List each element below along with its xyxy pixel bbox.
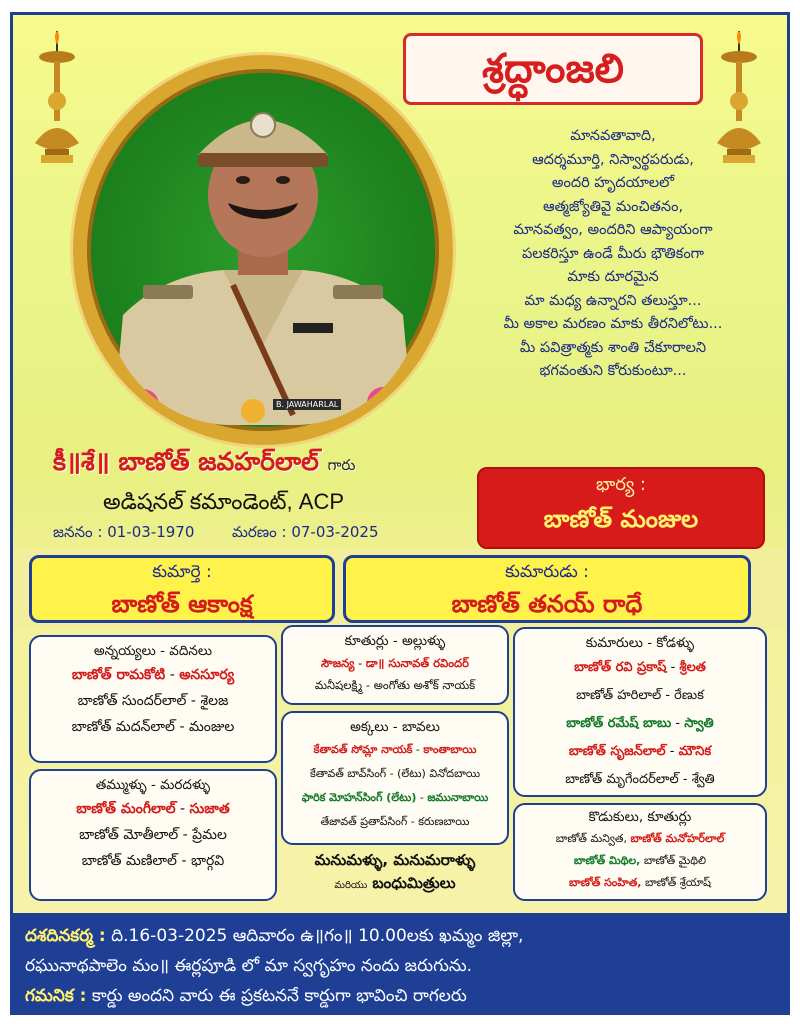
list-item: మనీషలక్ష్మి - అంగోతు అశోక్ నాయక్ (314, 678, 476, 692)
verse-line: మీ పవిత్రాత్మకు శాంతి చేకూరాలని (519, 339, 707, 356)
grandchildren-line: మనుమళ్ళు, మనుమరాళ్ళు (314, 851, 476, 869)
ceremony-footer (13, 913, 787, 1012)
list-item: బాణోత్ హరిలాల్ - రేణుక (576, 688, 704, 703)
list-item: కేతావత్ సోమ్లా నాయక్ - కాంతాబాయి (313, 743, 477, 756)
birth-date: జననం : 01-03-1970 (53, 523, 195, 541)
death-date: మరణం : 07-03-2025 (231, 523, 379, 541)
list-item: సౌజన్య - డా॥ సునావత్ రవిందర్ (321, 656, 469, 670)
panel-header: కొడుకులు, కూతుర్లు (588, 809, 692, 825)
list-item: బాణోత్ మంగీలాల్ - సుజాత (76, 801, 230, 817)
list-item: బాణోత్ మదన్‌లాల్ - మంజుల (71, 719, 235, 735)
daughter-label: కుమార్తె : (152, 562, 212, 582)
panel-header: కూతుర్లు - అల్లుళ్ళు (344, 633, 446, 649)
list-item: బాణోత్ మణిలాల్ - భార్గవి (81, 853, 225, 869)
poster (10, 12, 790, 1015)
deceased-name (53, 447, 473, 483)
panel-header: కుమారులు - కోడళ్ళు (585, 635, 695, 651)
list-item: బాణోత్ రమేష్ బాబు - స్వాతి (566, 716, 714, 731)
verse-line: మీ అకాల మరణం మాకు తీరనిలోటు... (503, 316, 723, 332)
oil-lamp-left-icon (31, 31, 83, 181)
list-item: బాణోత్ రామకోటి - అనసూర్య (71, 667, 235, 683)
name-prefix: కీ॥శే॥ (53, 447, 110, 476)
daughter-box (29, 555, 335, 623)
grandkids-panel (513, 803, 767, 901)
name-badge: B. JAWAHARLAL (273, 399, 341, 410)
list-item: తేజావత్ ప్రతాప్‌సింగ్ - కరుణబాయి (320, 815, 470, 828)
panel-header: అక్కలు - బావలు (350, 719, 440, 735)
verse-line: ఆదర్శమూర్తి, నిస్వార్థపరుడు, (532, 151, 694, 168)
panel-header: అన్నయ్యలు - వదినలు (93, 643, 213, 659)
list-item: బాణోత్ మృగేందర్‌లాల్ - శ్వేతి (565, 772, 715, 787)
list-item: బాణోత్ రవి ప్రకాష్ - శ్రీలత (574, 660, 706, 675)
verse-line: మానవతావాది, (570, 128, 656, 144)
name-text: బాణోత్ జవహర్‌లాల్ (118, 447, 319, 476)
verse-line: మాకు దూరమైన (567, 269, 659, 285)
wife-label: భార్య : (596, 474, 646, 495)
wife-box (477, 467, 765, 549)
daughter-name: బాణోత్ ఆకాంక్ష (111, 590, 253, 618)
sisters-panel (281, 711, 509, 845)
son-box (343, 555, 751, 623)
tribute-verse (458, 125, 768, 384)
page-title: శ్రద్ధాంజలి (403, 33, 703, 105)
verse-line: మా మధ్య ఉన్నారని తలుస్తూ... (524, 292, 702, 309)
verse-line: ఆత్మజ్యోతివై మంచితనం, (542, 198, 684, 215)
list-item: బాణోత్ మోతీలాల్ - ప్రేమల (79, 827, 227, 843)
verse-line: భగవంతుని కోరుకుంటూ... (539, 363, 687, 379)
verse-line: పలకరిస్తూ ఉండే మీరు భౌతికంగా (521, 245, 705, 262)
son-label: కుమారుడు : (505, 562, 589, 582)
wife-name: బాణోత్ మంజుల (543, 505, 699, 533)
venue-line: రఘునాథపాలెం మం॥ ఈర్లపూడి లో మా స్వగృహం నందు జరుగును. (25, 956, 473, 976)
sons-inlaws-panel (513, 627, 767, 797)
panel-header: తమ్ముళ్ళు - మరదళ్ళు (95, 777, 211, 793)
verse-line: మానవత్వం, అందరిని ఆప్యాయంగా (513, 222, 713, 238)
list-item: బాణోత్ మన్విత, బాణోత్ మనోహర్‌లాల్ (555, 832, 725, 845)
note-line: గమనిక : కార్డు అందని వారు ఈ ప్రకటననే కార్డుగా భావించి రాగలరు (25, 986, 467, 1006)
grandchildren-note (281, 851, 509, 896)
list-item: బాణోత్ సృజన్‌లాల్ - మౌనిక (568, 744, 712, 759)
life-dates (53, 523, 379, 545)
list-item: బాణోత్ మిథిల, బాణోత్ మైథిలి (573, 854, 707, 867)
list-item: బాణోత్ సంహిత, బాణోత్ శ్రేయాష్ (568, 876, 711, 889)
son-name: బాణోత్ తనయ్ రాధే (451, 590, 643, 618)
portrait-photo (103, 85, 423, 425)
list-item: బాణోత్ సుందర్‌లాల్ - శైలజ (77, 693, 229, 709)
daughters-inlaws-panel (281, 625, 509, 705)
brothers-panel (29, 635, 277, 763)
designation: అడిషనల్ కమాండెంట్, ACP (103, 489, 345, 514)
ceremony-line: దశదినకర్మ : ది.16-03-2025 ఆదివారం ఉ॥గం॥ 10.00లకు ఖమ్మం జిల్లా, (25, 926, 524, 946)
verse-line: అందరి హృదయాలలో (551, 175, 675, 191)
younger-brothers-panel (29, 769, 277, 901)
list-item: కేతావత్ బావ్‌సింగ్ - (లేటు) వినోదబాయి (309, 767, 481, 780)
name-suffix: గారు (327, 456, 356, 474)
list-item: ఫారిక మోహన్‌సింగ్ (లేటు) - జమునాబాయి (301, 791, 489, 804)
friends-line: మరియు బంధుమిత్రులు (334, 874, 456, 892)
